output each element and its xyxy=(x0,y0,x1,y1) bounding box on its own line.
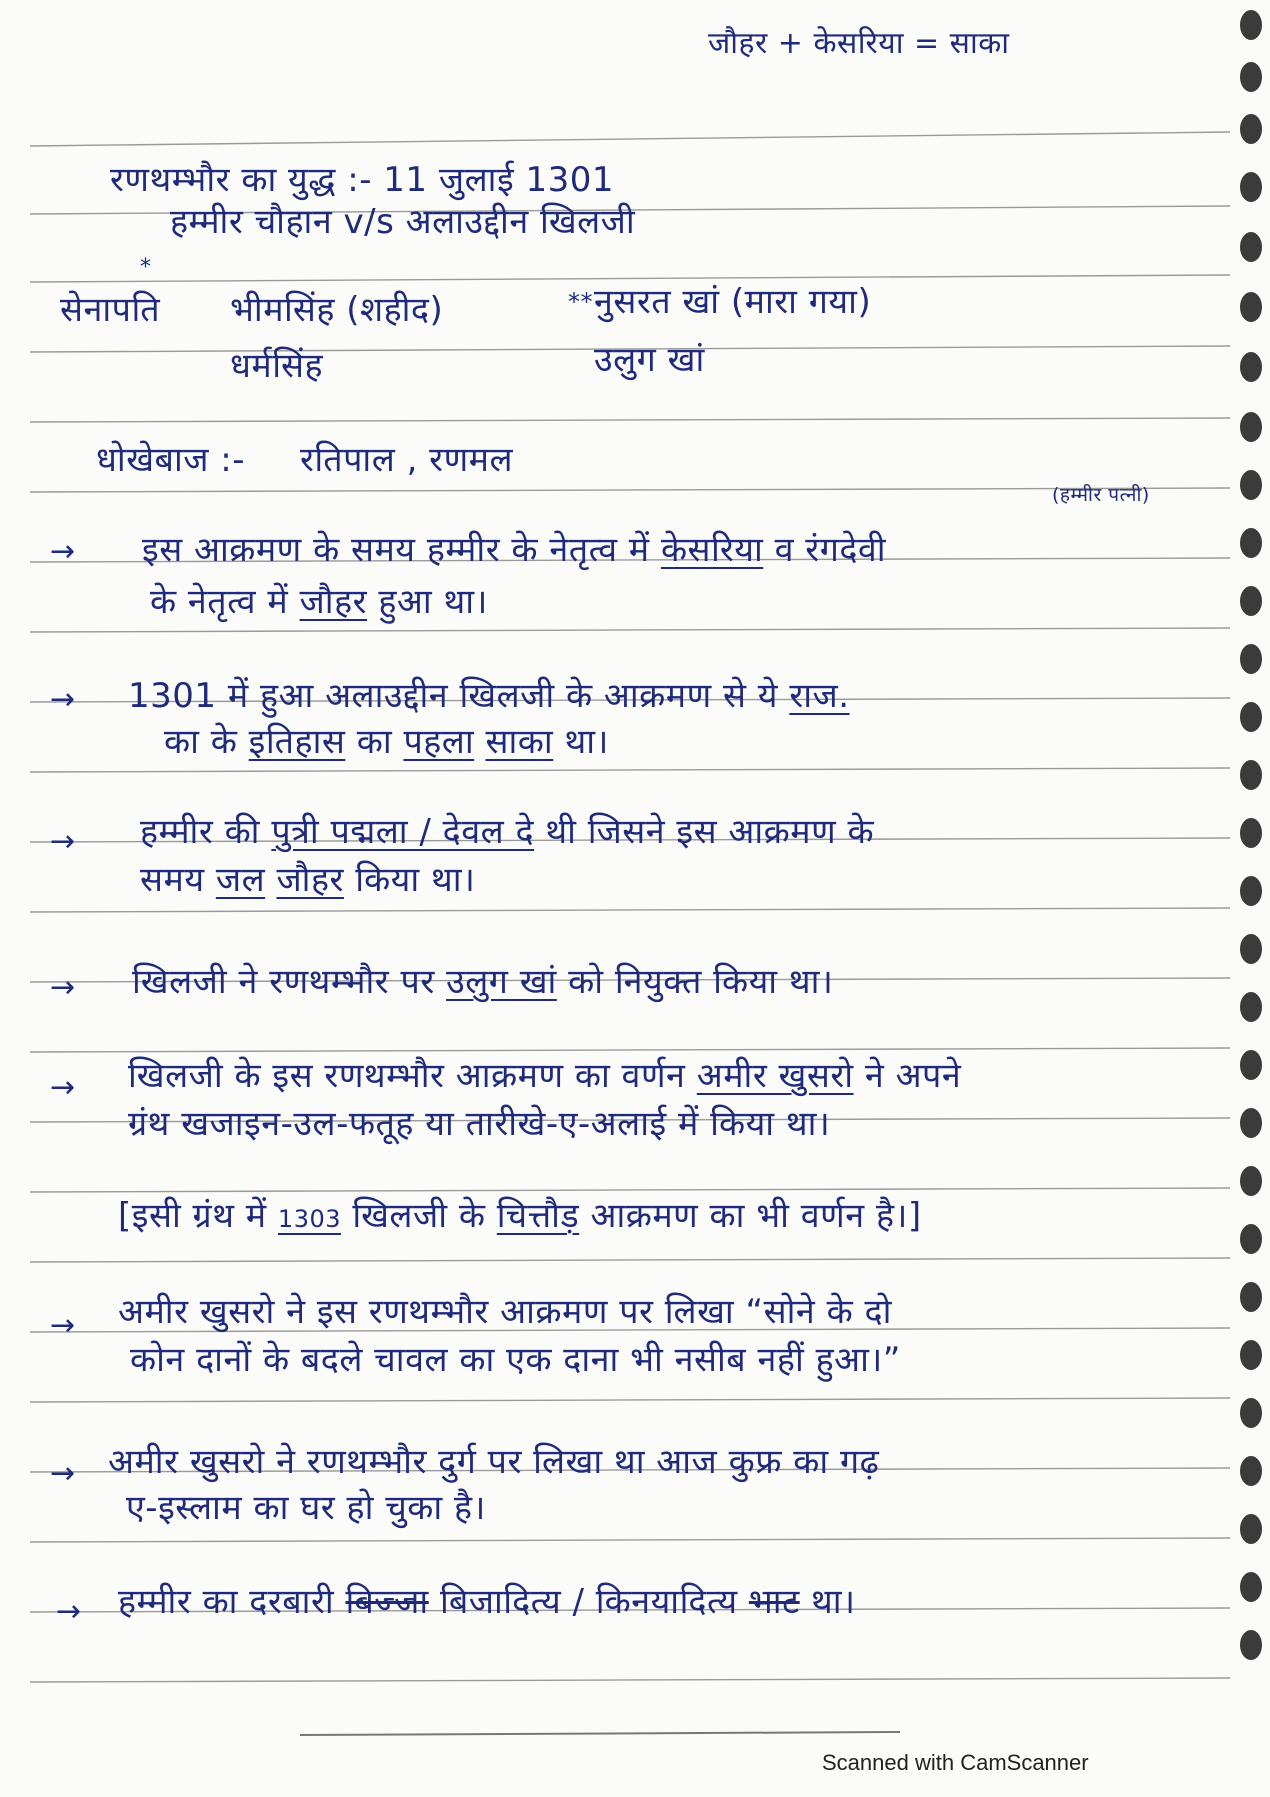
bullet-arrow: → xyxy=(50,824,76,859)
binding-hole xyxy=(1240,1224,1262,1254)
point-2-text-b: का के xyxy=(164,722,238,762)
commander-label: सेनापति xyxy=(60,290,161,330)
wife-note: (हम्मीर पत्नी) xyxy=(1052,484,1150,506)
point-3-text-d: किया था। xyxy=(355,860,476,900)
point-2-text-c: का xyxy=(356,722,393,762)
binding-hole xyxy=(1240,1572,1262,1602)
traitors-names: रतिपाल , रणमल xyxy=(300,440,514,480)
point-2-raj: राज. xyxy=(789,676,850,716)
point-2-line-1 xyxy=(128,676,850,716)
binding-hole xyxy=(1240,10,1262,40)
point-5-line-2: ग्रंथ खजाइन-उल-फतूह या तारीखे-ए-अलाई में किया था। xyxy=(128,1104,831,1144)
binding-hole xyxy=(1240,114,1262,144)
binding-hole xyxy=(1240,992,1262,1022)
point-2-pehla: पहला xyxy=(403,722,475,762)
point-5-amir: अमीर खुसरो xyxy=(696,1056,854,1096)
point-1-text-d: हुआ था। xyxy=(378,582,488,622)
double-asterisk-mark: ** xyxy=(568,288,593,316)
binding-hole xyxy=(1240,1340,1262,1370)
point-3-text-a: हम्मीर की xyxy=(140,812,260,852)
point-3-text-b: थी जिसने इस आक्रमण के xyxy=(545,812,875,852)
binding-hole xyxy=(1240,1050,1262,1080)
point-1-jauhar: जौहर xyxy=(299,582,368,622)
binding-hole xyxy=(1240,876,1262,906)
point-1-line-2 xyxy=(150,582,488,622)
point-9-strike: बिज्जा xyxy=(345,1582,429,1622)
point-3-line-1 xyxy=(140,812,874,852)
point-6-chittor: चित्तौड़ xyxy=(496,1196,580,1236)
binding-hole xyxy=(1240,1166,1262,1196)
title-line-2: हम्मीर चौहान v/s अलाउद्दीन खिलजी xyxy=(170,202,636,242)
binding-hole xyxy=(1240,528,1262,558)
binding-hole xyxy=(1240,818,1262,848)
point-6-text-a: [इसी ग्रंथ में xyxy=(118,1196,267,1236)
binding-hole xyxy=(1240,62,1262,92)
binding-hole xyxy=(1240,702,1262,732)
point-4-line-1 xyxy=(132,962,833,1002)
bullet-arrow: → xyxy=(56,1594,82,1629)
point-4-ulug: उलुग खां xyxy=(446,962,557,1002)
binding-hole xyxy=(1240,470,1262,500)
point-5-line-1 xyxy=(128,1056,961,1096)
point-9-strike-2: भाट xyxy=(748,1582,800,1622)
binding-hole xyxy=(1240,934,1262,964)
point-5-text-a: खिलजी के इस रणथम्भौर आक्रमण का वर्णन xyxy=(128,1056,686,1096)
commander-left-2: धर्मसिंह xyxy=(230,346,324,386)
commander-right-2: उलुग खां xyxy=(594,340,705,380)
point-2-saka: साका xyxy=(485,722,554,762)
point-8-line-1: अमीर खुसरो ने रणथम्भौर दुर्ग पर लिखा था आज कुफ्र का गढ़ xyxy=(108,1442,880,1482)
binding-hole xyxy=(1240,1108,1262,1138)
bullet-arrow: → xyxy=(50,682,76,717)
binding-hole xyxy=(1240,1398,1262,1428)
bullet-arrow: → xyxy=(50,1308,76,1343)
point-9-text-b: बिजादित्य / किनयादित्य xyxy=(440,1582,738,1622)
camscanner-watermark: Scanned with CamScanner xyxy=(822,1750,1089,1775)
bullet-arrow: → xyxy=(50,970,76,1005)
point-5-text-b: ने अपने xyxy=(864,1056,962,1096)
binding-hole xyxy=(1240,232,1262,262)
binding-hole xyxy=(1240,1630,1262,1660)
point-8-line-2: ए-इस्लाम का घर हो चुका है। xyxy=(126,1488,486,1528)
point-2-itihas: इतिहास xyxy=(248,722,346,762)
point-1-line-1 xyxy=(142,530,886,570)
commander-right-1: नुसरत खां (मारा गया) xyxy=(594,282,872,322)
point-1-text-b: व रंगदेवी xyxy=(774,530,887,570)
point-1-text-c: के नेतृत्व में xyxy=(150,582,289,622)
point-6-line-1 xyxy=(118,1196,922,1239)
traitors-label: धोखेबाज :- xyxy=(96,440,246,480)
point-3-jal: जल xyxy=(215,860,266,900)
point-4-text-a: खिलजी ने रणथम्भौर पर xyxy=(132,962,435,1002)
point-6-text-c: आक्रमण का भी वर्णन है।] xyxy=(590,1196,922,1236)
binding-hole xyxy=(1240,352,1262,382)
point-9-text-c: था। xyxy=(811,1582,856,1622)
point-3-line-2 xyxy=(140,860,475,900)
binding-hole xyxy=(1240,1282,1262,1312)
header-equation: जौहर + केसरिया = साका xyxy=(708,26,1010,61)
spiral-binding xyxy=(1210,0,1270,1797)
point-6-text-b: खिलजी के xyxy=(352,1196,486,1236)
point-7-line-2: कोन दानों के बदले चावल का एक दाना भी नसीब नहीं हुआ।” xyxy=(130,1340,901,1380)
binding-hole xyxy=(1240,172,1262,202)
commander-left-1: भीमसिंह (शहीद) xyxy=(230,290,444,330)
binding-hole xyxy=(1240,1456,1262,1486)
point-9-text-a: हम्मीर का दरबारी xyxy=(118,1582,335,1622)
binding-hole xyxy=(1240,1514,1262,1544)
binding-hole xyxy=(1240,644,1262,674)
point-3-jauhar: जौहर xyxy=(276,860,344,900)
point-2-line-2 xyxy=(164,722,609,762)
bullet-arrow: → xyxy=(50,1070,76,1105)
asterisk-mark: * xyxy=(140,255,152,280)
binding-hole xyxy=(1240,586,1262,616)
binding-hole xyxy=(1240,412,1262,442)
title-line-1: रणथम्भौर का युद्ध :- 11 जुलाई 1301 xyxy=(110,160,614,200)
point-4-text-b: को नियुक्त किया था। xyxy=(568,962,834,1002)
point-1-text-a: इस आक्रमण के समय हम्मीर के नेतृत्व में xyxy=(142,530,650,570)
point-2-text-d: था। xyxy=(564,722,609,762)
binding-hole xyxy=(1240,760,1262,790)
point-3-putri: पुत्री पद्मला / देवल दे xyxy=(271,812,535,852)
point-3-text-c: समय xyxy=(140,860,205,900)
point-1-kesariya: केसरिया xyxy=(660,530,764,570)
point-7-line-1: अमीर खुसरो ने इस रणथम्भौर आक्रमण पर लिखा “सोने के दो xyxy=(118,1292,892,1332)
binding-hole xyxy=(1240,292,1262,322)
point-2-text-a: 1301 में हुआ अलाउद्दीन खिलजी के आक्रमण से ये xyxy=(128,676,779,716)
point-9-line-1 xyxy=(118,1582,855,1622)
bullet-arrow: → xyxy=(50,1456,76,1491)
point-6-year: 1303 xyxy=(277,1205,341,1233)
bullet-arrow: → xyxy=(50,534,76,569)
